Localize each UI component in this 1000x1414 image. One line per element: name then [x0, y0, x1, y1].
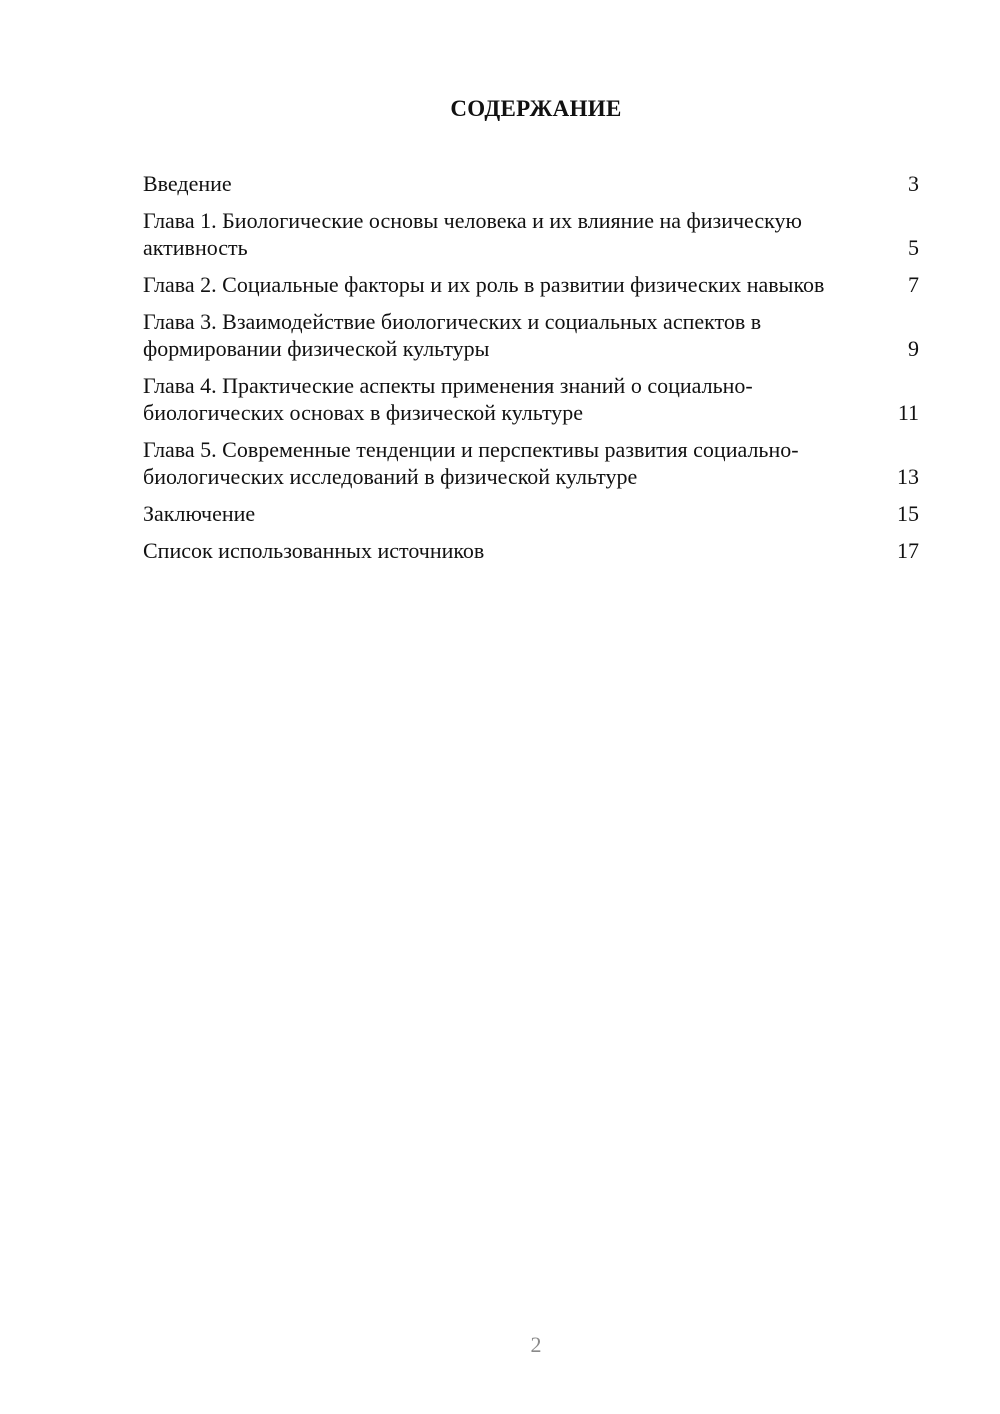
toc-entry-introduction — [143, 170, 919, 197]
toc-entry-page: 3 — [908, 171, 919, 196]
toc-entry-chapter-2 — [143, 271, 919, 298]
toc-entry-page: 5 — [908, 235, 919, 260]
toc-entry-page: 9 — [908, 336, 919, 361]
table-of-contents — [143, 170, 919, 574]
toc-entry-page: 11 — [897, 400, 919, 425]
toc-entry-chapter-1 — [143, 207, 919, 261]
toc-entry-chapter-5 — [143, 436, 919, 490]
toc-entry-text: Глава 4. Практические аспекты применения знаний о социально-биологических основах в физической культуре — [143, 373, 753, 425]
toc-title: СОДЕРЖАНИЕ — [450, 96, 622, 121]
toc-entry-text: Заключение — [143, 501, 256, 526]
toc-entry-text: Глава 5. Современные тенденции и перспективы развития социально-биологических исследований в физической культуре — [143, 437, 799, 489]
toc-entry-text: Список использованных источников — [143, 538, 485, 563]
page-number: 2 — [530, 1332, 542, 1357]
toc-entry-conclusion — [143, 500, 919, 527]
toc-entry-text: Глава 3. Взаимодействие биологических и социальных аспектов в формировании физической культуры — [143, 309, 762, 361]
toc-entry-page: 17 — [897, 538, 919, 563]
toc-entry-text: Глава 2. Социальные факторы и их роль в развитии физических навыков — [143, 272, 825, 297]
toc-entry-chapter-3 — [143, 308, 919, 362]
toc-entry-page: 13 — [897, 464, 919, 489]
toc-entry-page: 7 — [908, 272, 919, 297]
toc-entry-page: 15 — [897, 501, 919, 526]
toc-entry-chapter-4 — [143, 372, 919, 426]
toc-entry-text: Глава 1. Биологические основы человека и их влияние на физическую активность — [143, 208, 802, 260]
toc-entry-references — [143, 537, 919, 564]
toc-entry-text: Введение — [143, 171, 232, 196]
